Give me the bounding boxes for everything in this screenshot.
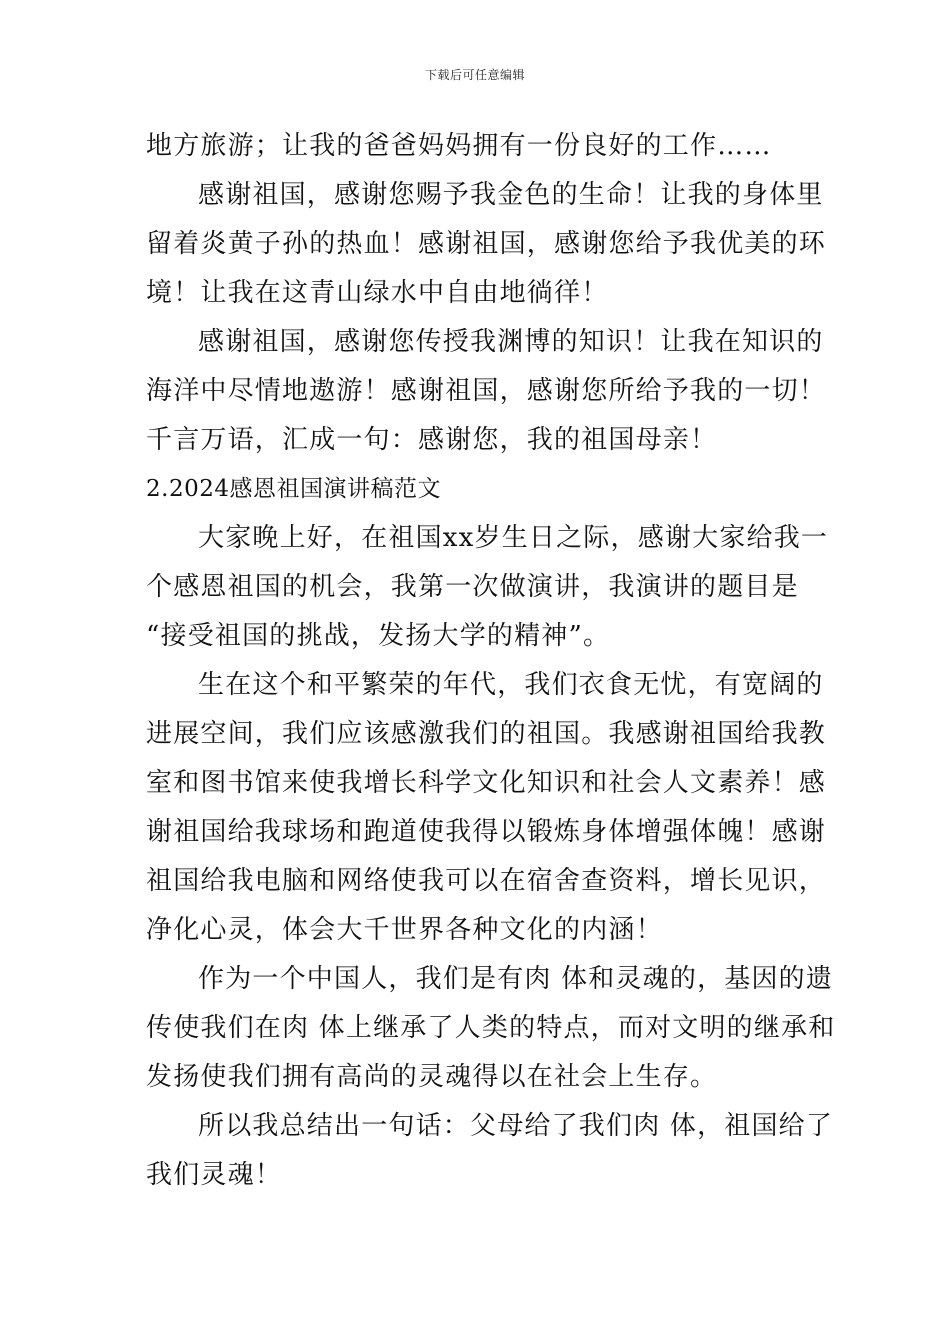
text-line: 传使我们在肉 体上继承了人类的特点，而对文明的继承和 bbox=[146, 1013, 836, 1043]
text-line: 祖国给我电脑和网络使我可以在宿舍查资料，增长见识， bbox=[146, 866, 827, 896]
text-line: 谢祖国给我球场和跑道使我得以锻炼身体增强体魄！感谢 bbox=[146, 817, 827, 847]
header-note: 下载后可任意编辑 bbox=[424, 68, 525, 82]
section-heading: 2.2024感恩祖国演讲稿范文 bbox=[146, 476, 441, 502]
text-line: 生在这个和平繁荣的年代，我们衣食无忧，有宽阔的 bbox=[198, 670, 824, 700]
text-line: 个感恩祖国的机会，我第一次做演讲，我演讲的题目是 bbox=[146, 572, 799, 602]
text-line: 感谢祖国，感谢您传授我渊博的知识！让我在知识的 bbox=[198, 327, 824, 357]
text-line: 境！让我在这青山绿水中自由地徜徉！ bbox=[146, 278, 609, 308]
text-line: 作为一个中国人，我们是有肉 体和灵魂的，基因的遗 bbox=[198, 964, 834, 994]
text-line: 感谢祖国，感谢您赐予我金色的生命！让我的身体里 bbox=[198, 180, 824, 210]
text-line: 地方旅游；让我的爸爸妈妈拥有一份良好的工作…… bbox=[146, 131, 772, 161]
text-line: 海洋中尽情地遨游！感谢祖国，感谢您所给予我的一切！ bbox=[146, 376, 827, 406]
text-line: 所以我总结出一句话：父母给了我们肉 体，祖国给了 bbox=[198, 1111, 834, 1141]
text-line: 室和图书馆来使我增长科学文化知识和社会人文素养！感 bbox=[146, 768, 827, 798]
text-line: “接受祖国的挑战，发扬大学的精神”。 bbox=[146, 621, 611, 651]
text-line: 千言万语，汇成一句：感谢您，我的祖国母亲！ bbox=[146, 425, 718, 455]
text-line: 发扬使我们拥有高尚的灵魂得以在社会上生存。 bbox=[146, 1062, 718, 1092]
text-line: 净化心灵，体会大千世界各种文化的内涵！ bbox=[146, 915, 663, 945]
text-line: 我们灵魂！ bbox=[146, 1160, 283, 1190]
text-line: 留着炎黄子孙的热血！感谢祖国，感谢您给予我优美的环 bbox=[146, 229, 827, 259]
text-line: 进展空间，我们应该感激我们的祖国。我感谢祖国给我教 bbox=[146, 719, 827, 749]
document-body bbox=[146, 122, 836, 1200]
text-line: 大家晚上好，在祖国xx岁生日之际，感谢大家给我一 bbox=[198, 523, 829, 553]
